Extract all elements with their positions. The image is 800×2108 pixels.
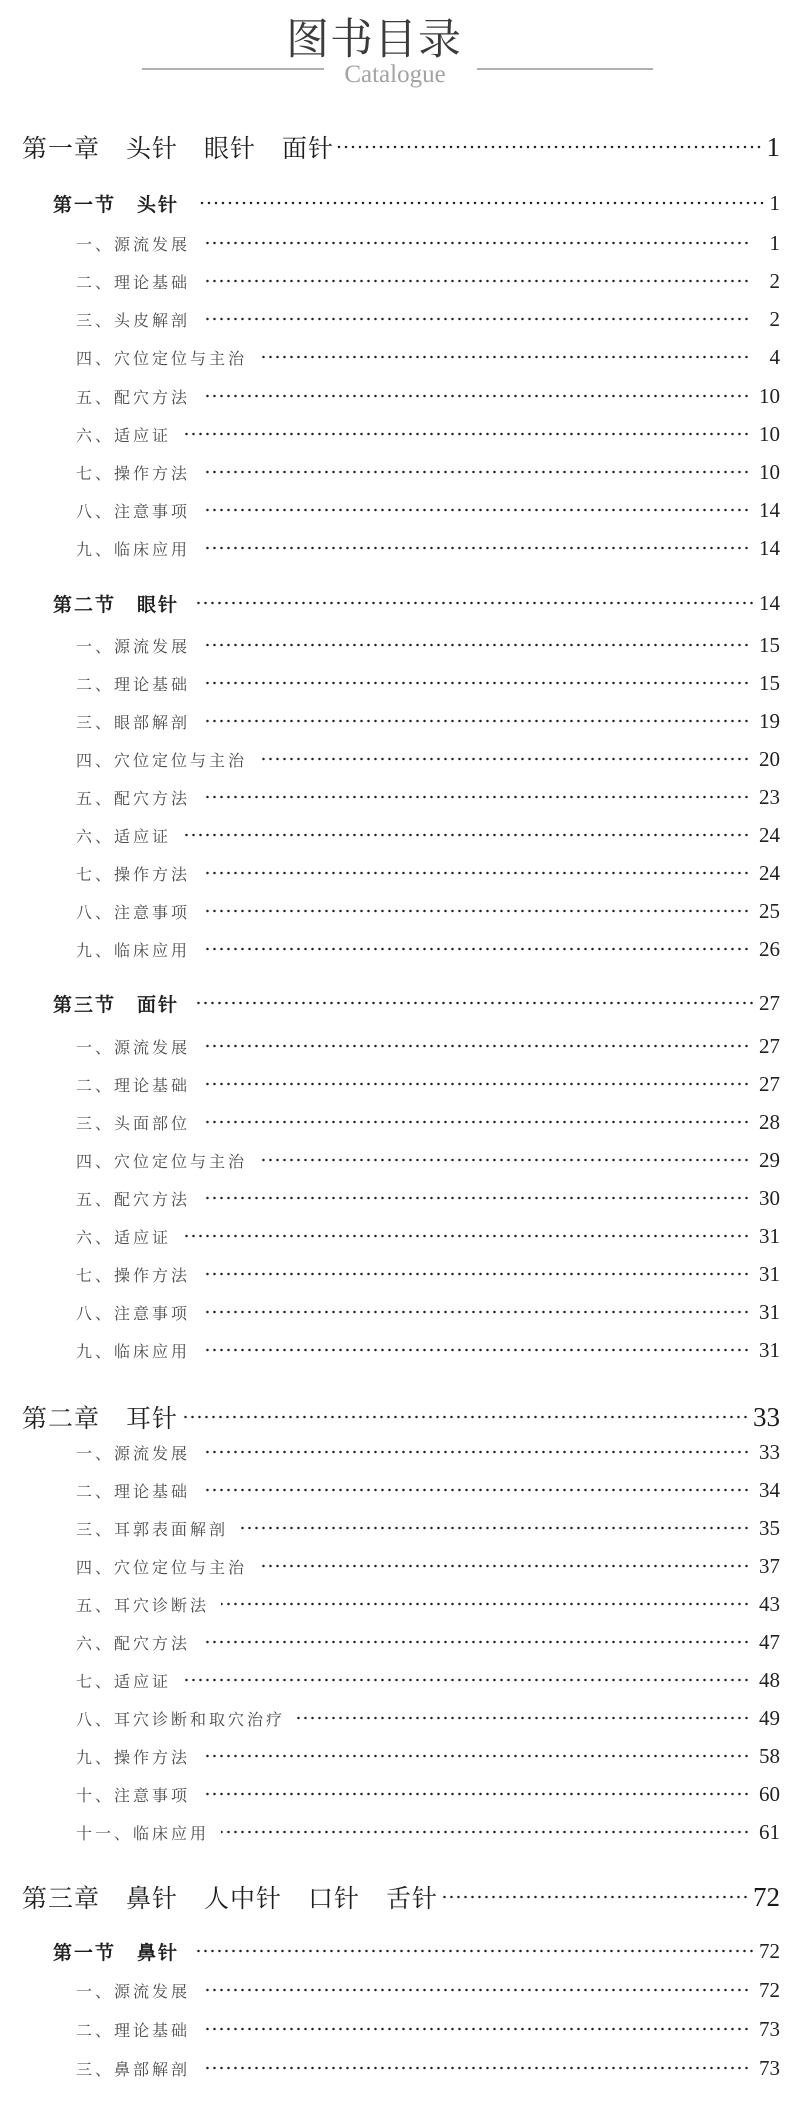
dot-leader — [202, 1310, 750, 1314]
page-number: 27 — [759, 1071, 780, 1096]
page-number: 14 — [759, 497, 780, 522]
item-title: 八、耳穴诊断和取穴治疗 — [76, 1709, 286, 1729]
toc-item[interactable] — [0, 1553, 800, 1579]
toc-item[interactable] — [0, 1071, 800, 1097]
toc-item[interactable] — [0, 632, 800, 658]
toc-chapter-2[interactable] — [0, 1400, 800, 1434]
dot-leader — [183, 833, 750, 837]
page-number: 29 — [759, 1147, 780, 1172]
item-title: 一、源流发展 — [76, 1981, 191, 2001]
item-title: 二、理论基础 — [76, 1481, 191, 1501]
page-number: 34 — [759, 1477, 780, 1502]
section-title: 第一节 鼻针 — [53, 1941, 180, 1964]
page-number: 73 — [759, 2016, 780, 2041]
page-number: 47 — [759, 1629, 780, 1654]
item-title: 一、源流发展 — [76, 234, 191, 254]
item-title: 八、注意事项 — [76, 1303, 191, 1323]
page-number: 48 — [759, 1667, 780, 1692]
dot-leader — [202, 909, 750, 913]
page-number: 2 — [769, 268, 780, 293]
item-title: 四、穴位定位与主治 — [76, 750, 248, 770]
toc-item[interactable] — [0, 860, 800, 886]
dot-leader — [183, 432, 750, 436]
page-number: 30 — [759, 1185, 780, 1210]
dot-leader — [202, 795, 750, 799]
dot-leader — [202, 1272, 750, 1276]
item-title: 七、操作方法 — [76, 463, 191, 483]
section-title: 第二节 眼针 — [53, 593, 180, 616]
item-title: 三、鼻部解剖 — [76, 2059, 191, 2079]
item-title: 八、注意事项 — [76, 501, 191, 521]
dot-leader — [180, 1415, 749, 1419]
toc-item[interactable] — [0, 1033, 800, 1059]
toc-item[interactable] — [0, 1977, 800, 2003]
toc-item[interactable] — [0, 268, 800, 294]
dot-leader — [240, 1526, 750, 1530]
page-number: 33 — [759, 1439, 780, 1464]
dot-leader — [221, 1602, 750, 1606]
toc-item[interactable] — [0, 230, 800, 256]
dot-leader — [202, 1792, 750, 1796]
page-number: 27 — [759, 990, 780, 1015]
toc-item[interactable] — [0, 1439, 800, 1465]
page-number: 31 — [759, 1261, 780, 1286]
dot-leader — [202, 947, 750, 951]
item-title: 十、注意事项 — [76, 1785, 191, 1805]
toc-chapter-3[interactable] — [0, 1880, 800, 1914]
toc-item[interactable] — [0, 784, 800, 810]
page-number: 35 — [759, 1515, 780, 1540]
dot-leader — [202, 508, 750, 512]
page-number: 31 — [759, 1337, 780, 1362]
toc-item[interactable] — [0, 459, 800, 485]
page-number: 10 — [759, 383, 780, 408]
page-number: 10 — [759, 459, 780, 484]
page-number: 60 — [759, 1781, 780, 1806]
toc-item[interactable] — [0, 1781, 800, 1807]
item-title: 五、配穴方法 — [76, 788, 191, 808]
page-number: 1 — [769, 190, 780, 215]
page-number: 4 — [769, 344, 780, 369]
toc-item[interactable] — [0, 1667, 800, 1693]
dot-leader — [202, 2027, 750, 2031]
dot-leader — [297, 1716, 750, 1720]
dot-leader — [197, 601, 755, 605]
dot-leader — [221, 1830, 750, 1834]
page-number: 73 — [759, 2055, 780, 2080]
dot-leader — [202, 1754, 750, 1758]
item-title: 八、注意事项 — [76, 902, 191, 922]
item-title: 九、临床应用 — [76, 940, 191, 960]
item-title: 七、操作方法 — [76, 1265, 191, 1285]
toc-item[interactable] — [0, 1109, 800, 1135]
item-title: 三、眼部解剖 — [76, 712, 191, 732]
toc-item[interactable] — [0, 421, 800, 447]
toc-item[interactable] — [0, 1337, 800, 1363]
page-number: 15 — [759, 670, 780, 695]
page-number: 24 — [759, 822, 780, 847]
dot-leader — [183, 1678, 750, 1682]
toc-section-1-3[interactable] — [0, 989, 800, 1017]
item-title: 四、穴位定位与主治 — [76, 1151, 248, 1171]
page-title: 图书目录 — [286, 15, 462, 65]
toc-item[interactable] — [0, 344, 800, 370]
page-number: 20 — [759, 746, 780, 771]
page-number: 15 — [759, 632, 780, 657]
item-title: 三、头面部位 — [76, 1113, 191, 1133]
page-number: 43 — [759, 1591, 780, 1616]
dot-leader — [197, 1001, 755, 1005]
toc-item[interactable] — [0, 306, 800, 332]
dot-leader — [336, 145, 762, 149]
item-title: 一、源流发展 — [76, 636, 191, 656]
toc-item[interactable] — [0, 1299, 800, 1325]
dot-leader — [197, 201, 765, 205]
toc-item[interactable] — [0, 2016, 800, 2042]
dot-leader — [202, 279, 750, 283]
page-number: 49 — [759, 1705, 780, 1730]
page-number: 1 — [766, 131, 780, 162]
toc-section-1-2[interactable] — [0, 589, 800, 617]
toc-item[interactable] — [0, 1743, 800, 1769]
toc-section-3-1[interactable] — [0, 1937, 800, 1965]
dot-leader — [202, 241, 750, 245]
dot-leader — [202, 643, 750, 647]
item-title: 七、操作方法 — [76, 864, 191, 884]
dot-leader — [183, 1234, 750, 1238]
toc-item[interactable] — [0, 497, 800, 523]
page-number: 25 — [759, 898, 780, 923]
dot-leader — [259, 355, 750, 359]
item-title: 六、适应证 — [76, 1227, 172, 1247]
dot-leader — [259, 757, 750, 761]
toc-chapter-1[interactable] — [0, 130, 800, 164]
page-number: 58 — [759, 1743, 780, 1768]
page-number: 31 — [759, 1223, 780, 1248]
dot-leader — [202, 681, 750, 685]
page-number: 61 — [759, 1819, 780, 1844]
dot-leader — [202, 1348, 750, 1352]
header-rule-left — [142, 68, 324, 70]
toc-item[interactable] — [0, 936, 800, 962]
dot-leader — [202, 871, 750, 875]
item-title: 十一、临床应用 — [76, 1823, 210, 1843]
item-title: 五、配穴方法 — [76, 1189, 191, 1209]
page-number: 10 — [759, 421, 780, 446]
item-title: 四、穴位定位与主治 — [76, 348, 248, 368]
item-title: 二、理论基础 — [76, 272, 191, 292]
toc-item[interactable] — [0, 2055, 800, 2081]
dot-leader — [197, 1949, 755, 1953]
page-subtitle: Catalogue — [344, 61, 446, 88]
item-title: 九、操作方法 — [76, 1747, 191, 1767]
item-title: 二、理论基础 — [76, 674, 191, 694]
toc-item[interactable] — [0, 708, 800, 734]
dot-leader — [202, 546, 750, 550]
dot-leader — [202, 317, 750, 321]
page-number: 27 — [759, 1033, 780, 1058]
dot-leader — [202, 1120, 750, 1124]
dot-leader — [202, 1196, 750, 1200]
page-number: 1 — [769, 230, 780, 255]
page-number: 31 — [759, 1299, 780, 1324]
item-title: 五、耳穴诊断法 — [76, 1595, 210, 1615]
chapter-title: 第三章 鼻针 人中针 口针 舌针 — [22, 1884, 439, 1913]
toc-item[interactable] — [0, 1147, 800, 1173]
item-title: 一、源流发展 — [76, 1037, 191, 1057]
toc-item[interactable] — [0, 822, 800, 848]
toc-item[interactable] — [0, 1705, 800, 1731]
toc-item[interactable] — [0, 535, 800, 561]
toc-item[interactable] — [0, 1591, 800, 1617]
dot-leader — [259, 1158, 750, 1162]
item-title: 九、临床应用 — [76, 1341, 191, 1361]
chapter-title: 第一章 头针 眼针 面针 — [22, 134, 335, 163]
item-title: 五、配穴方法 — [76, 387, 191, 407]
page-number: 14 — [759, 590, 780, 615]
section-title: 第一节 头针 — [53, 193, 180, 216]
page-number: 37 — [759, 1553, 780, 1578]
dot-leader — [202, 1044, 750, 1048]
item-title: 三、头皮解剖 — [76, 310, 191, 330]
page-number: 14 — [759, 535, 780, 560]
item-title: 九、临床应用 — [76, 539, 191, 559]
dot-leader — [202, 1488, 750, 1492]
dot-leader — [202, 470, 750, 474]
page-number: 72 — [753, 1881, 780, 1912]
chapter-title: 第二章 耳针 — [22, 1404, 179, 1433]
dot-leader — [202, 1082, 750, 1086]
header-rule-right — [477, 68, 653, 70]
dot-leader — [259, 1564, 750, 1568]
item-title: 六、适应证 — [76, 425, 172, 445]
item-title: 一、源流发展 — [76, 1443, 191, 1463]
item-title: 二、理论基础 — [76, 2020, 191, 2040]
page-number: 2 — [769, 306, 780, 331]
toc-section-1-1[interactable] — [0, 189, 800, 217]
toc-item[interactable] — [0, 1477, 800, 1503]
dot-leader — [440, 1895, 749, 1899]
item-title: 二、理论基础 — [76, 1075, 191, 1095]
page-number: 72 — [759, 1938, 780, 1963]
dot-leader — [202, 1988, 750, 1992]
toc-item[interactable] — [0, 1819, 800, 1845]
item-title: 七、适应证 — [76, 1671, 172, 1691]
item-title: 六、配穴方法 — [76, 1633, 191, 1653]
page-number: 19 — [759, 708, 780, 733]
dot-leader — [202, 1450, 750, 1454]
item-title: 四、穴位定位与主治 — [76, 1557, 248, 1577]
toc-item[interactable] — [0, 1261, 800, 1287]
page-number: 33 — [753, 1401, 780, 1432]
section-title: 第三节 面针 — [53, 993, 180, 1016]
page-number: 26 — [759, 936, 780, 961]
dot-leader — [202, 2066, 750, 2070]
dot-leader — [202, 1640, 750, 1644]
page-number: 28 — [759, 1109, 780, 1134]
toc-item[interactable] — [0, 1185, 800, 1211]
toc-item[interactable] — [0, 670, 800, 696]
catalogue-header — [0, 0, 800, 100]
toc-item[interactable] — [0, 898, 800, 924]
dot-leader — [202, 394, 750, 398]
page-number: 72 — [759, 1977, 780, 2002]
toc-item[interactable] — [0, 1223, 800, 1249]
toc-item[interactable] — [0, 1629, 800, 1655]
page-number: 24 — [759, 860, 780, 885]
item-title: 三、耳郭表面解剖 — [76, 1519, 229, 1539]
toc-item[interactable] — [0, 746, 800, 772]
page-number: 23 — [759, 784, 780, 809]
item-title: 六、适应证 — [76, 826, 172, 846]
dot-leader — [202, 719, 750, 723]
toc-item[interactable] — [0, 383, 800, 409]
toc-item[interactable] — [0, 1515, 800, 1541]
